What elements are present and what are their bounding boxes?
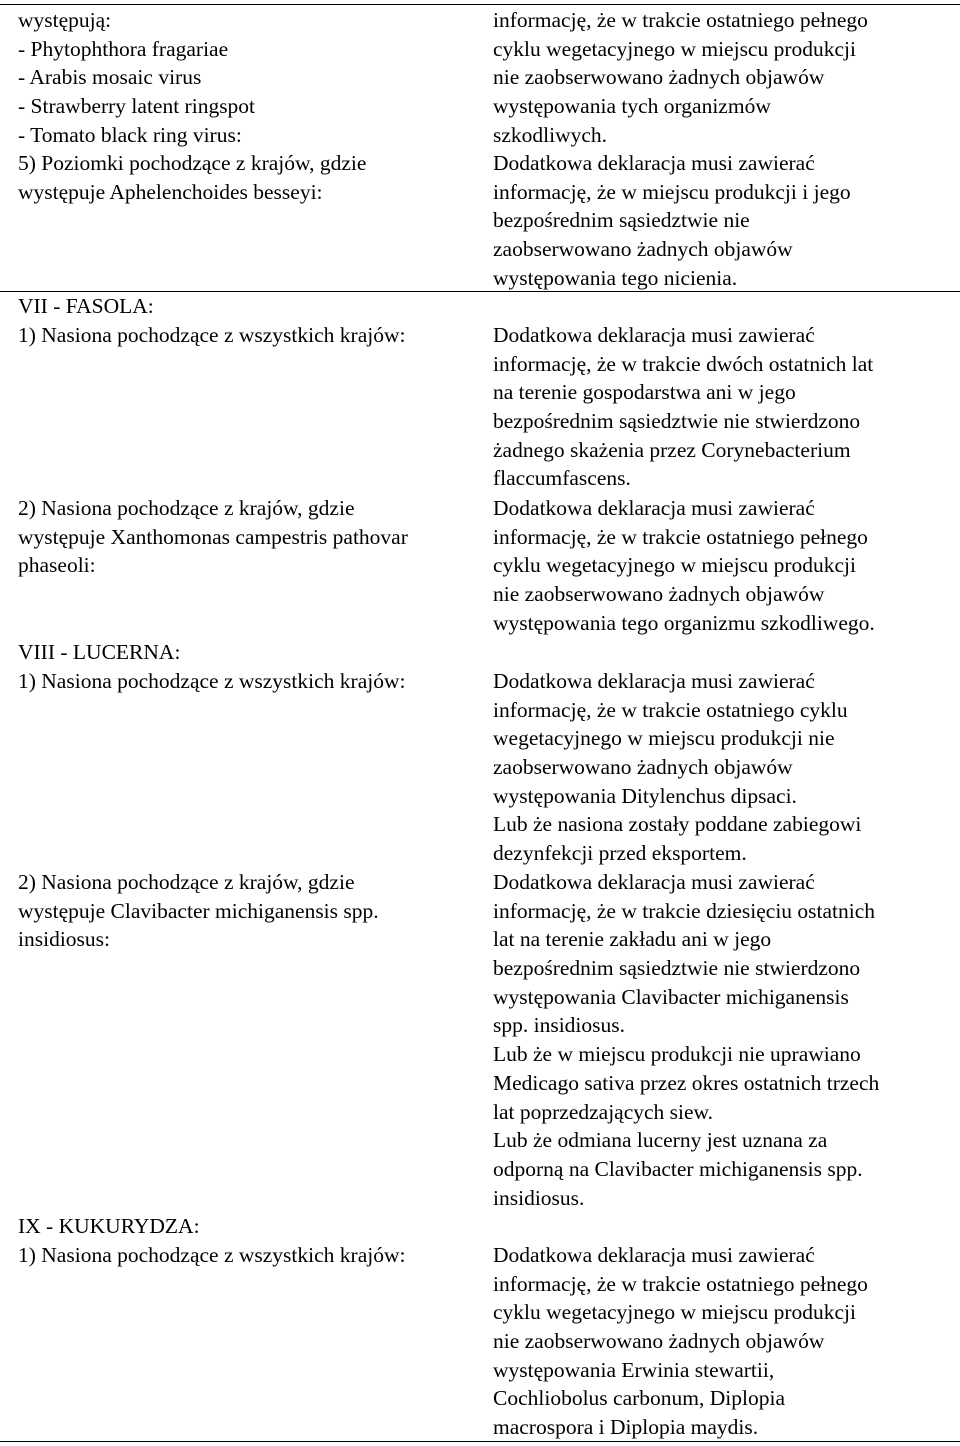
right-line: Lub że odmiana lucerny jest uznana za xyxy=(493,1128,828,1153)
right-line: informację, że w trakcie ostatniego pełnego xyxy=(493,8,868,32)
right-line: Lub że w miejscu produkcji nie uprawiano xyxy=(493,1042,861,1067)
section-heading: IX - KUKURYDZA: xyxy=(18,1214,200,1238)
left-line: występuje Aphelenchoides besseyi: xyxy=(18,179,323,204)
right-line: Dodatkowa deklaracja musi zawierać xyxy=(493,496,815,520)
row-6-right xyxy=(493,1241,868,1442)
row-0-right xyxy=(493,6,868,149)
row-5-right xyxy=(493,868,879,1212)
right-line: występowania tego organizmu szkodliwego. xyxy=(493,610,875,635)
row-1-left xyxy=(18,149,366,206)
right-line: Dodatkowa deklaracja musi zawierać xyxy=(493,151,815,175)
right-line: Lub że nasiona zostały poddane zabiegowi xyxy=(493,812,862,837)
right-line: występowania Clavibacter michiganensis xyxy=(493,984,849,1009)
right-line: odporną na Clavibacter michiganensis spp. xyxy=(493,1156,863,1181)
left-line: phaseoli: xyxy=(18,553,96,578)
row-3-right xyxy=(493,494,875,637)
left-line: - Strawberry latent ringspot xyxy=(18,94,256,119)
right-line: nie zaobserwowano żadnych objawów xyxy=(493,1329,825,1354)
row-2-left xyxy=(18,321,405,350)
left-line: występuje Clavibacter michiganensis spp. xyxy=(18,898,379,923)
section-heading: VIII - LUCERNA: xyxy=(18,640,181,664)
right-line: występowania Ditylenchus dipsaci. xyxy=(493,783,797,808)
left-line: 1) Nasiona pochodzące z wszystkich krajów: xyxy=(18,323,406,347)
right-line: lat na terenie zakładu ani w jego xyxy=(493,927,772,952)
left-line: 2) Nasiona pochodzące z krajów, gdzie xyxy=(18,870,355,894)
row-1-right xyxy=(493,149,851,292)
left-line: występuje Xanthomonas campestris pathovar xyxy=(18,524,408,549)
section-heading-lucerna xyxy=(18,638,180,667)
left-line: 5) Poziomki pochodzące z krajów, gdzie xyxy=(18,151,367,175)
right-line: bezpośrednim sąsiedztwie nie xyxy=(493,208,750,233)
right-line: nie zaobserwowano żadnych objawów xyxy=(493,582,825,607)
left-line: - Arabis mosaic virus xyxy=(18,65,202,90)
right-line: nie zaobserwowano żadnych objawów xyxy=(493,65,825,90)
right-line: występowania tego nicienia. xyxy=(493,265,738,290)
right-line: insidiosus. xyxy=(493,1185,585,1210)
right-line: flaccumfascens. xyxy=(493,466,631,491)
right-line: Dodatkowa deklaracja musi zawierać xyxy=(493,1243,815,1267)
right-line: Cochliobolus carbonum, Diplopia xyxy=(493,1386,786,1411)
row-4-right xyxy=(493,667,861,868)
right-line: cyklu wegetacyjnego w miejscu produkcji xyxy=(493,36,857,61)
left-line: 1) Nasiona pochodzące z wszystkich krajów: xyxy=(18,669,406,693)
section-heading: VII - FASOLA: xyxy=(18,294,154,318)
right-line: lat poprzedzających siew. xyxy=(493,1099,714,1124)
right-line: Dodatkowa deklaracja musi zawierać xyxy=(493,669,815,693)
right-line: informację, że w miejscu produkcji i jego xyxy=(493,179,851,204)
left-line: 1) Nasiona pochodzące z wszystkich krajów: xyxy=(18,1243,406,1267)
right-line: informację, że w trakcie dwóch ostatnich lat xyxy=(493,351,874,376)
row-2-right xyxy=(493,321,873,493)
right-line: informację, że w trakcie ostatniego pełnego xyxy=(493,1271,868,1296)
right-line: występowania tych organizmów xyxy=(493,94,771,119)
left-line: insidiosus: xyxy=(18,927,110,952)
right-line: Dodatkowa deklaracja musi zawierać xyxy=(493,323,815,347)
right-line: bezpośrednim sąsiedztwie nie stwierdzono xyxy=(493,409,861,434)
left-line: - Phytophthora fragariae xyxy=(18,36,229,61)
right-line: cyklu wegetacyjnego w miejscu produkcji xyxy=(493,1300,857,1325)
left-line: 2) Nasiona pochodzące z krajów, gdzie xyxy=(18,496,355,520)
left-line: występują: xyxy=(18,8,112,32)
row-4-left xyxy=(18,667,405,696)
right-line: zaobserwowano żadnych objawów xyxy=(493,237,793,262)
right-line: występowania Erwinia stewartii, xyxy=(493,1357,775,1382)
row-5-left xyxy=(18,868,379,954)
right-line: cyklu wegetacyjnego w miejscu produkcji xyxy=(493,553,857,578)
right-line: żadnego skażenia przez Corynebacterium xyxy=(493,437,851,462)
right-line: zaobserwowano żadnych objawów xyxy=(493,755,793,780)
right-line: dezynfekcji przed eksportem. xyxy=(493,841,747,866)
right-line: Dodatkowa deklaracja musi zawierać xyxy=(493,870,815,894)
right-line: szkodliwych. xyxy=(493,122,608,147)
section-heading-fasola xyxy=(18,292,154,321)
right-line: informację, że w trakcie ostatniego pełnego xyxy=(493,524,868,549)
section-heading-kukurydza xyxy=(18,1212,200,1241)
right-line: informację, że w trakcie dziesięciu ostatnich xyxy=(493,898,876,923)
right-line: Medicago sativa przez okres ostatnich trzech xyxy=(493,1070,880,1095)
right-line: informację, że w trakcie ostatniego cyklu xyxy=(493,697,848,722)
right-line: wegetacyjnego w miejscu produkcji nie xyxy=(493,726,835,751)
left-line: - Tomato black ring virus: xyxy=(18,122,242,147)
right-line: spp. insidiosus. xyxy=(493,1013,626,1038)
right-line: na terenie gospodarstwa ani w jego xyxy=(493,380,796,405)
row-0-left xyxy=(18,6,255,149)
right-line: bezpośrednim sąsiedztwie nie stwierdzono xyxy=(493,956,861,981)
top-rule xyxy=(0,4,960,5)
row-6-left xyxy=(18,1241,405,1270)
row-3-left xyxy=(18,494,408,580)
right-line: macrospora i Diplopia maydis. xyxy=(493,1415,759,1440)
